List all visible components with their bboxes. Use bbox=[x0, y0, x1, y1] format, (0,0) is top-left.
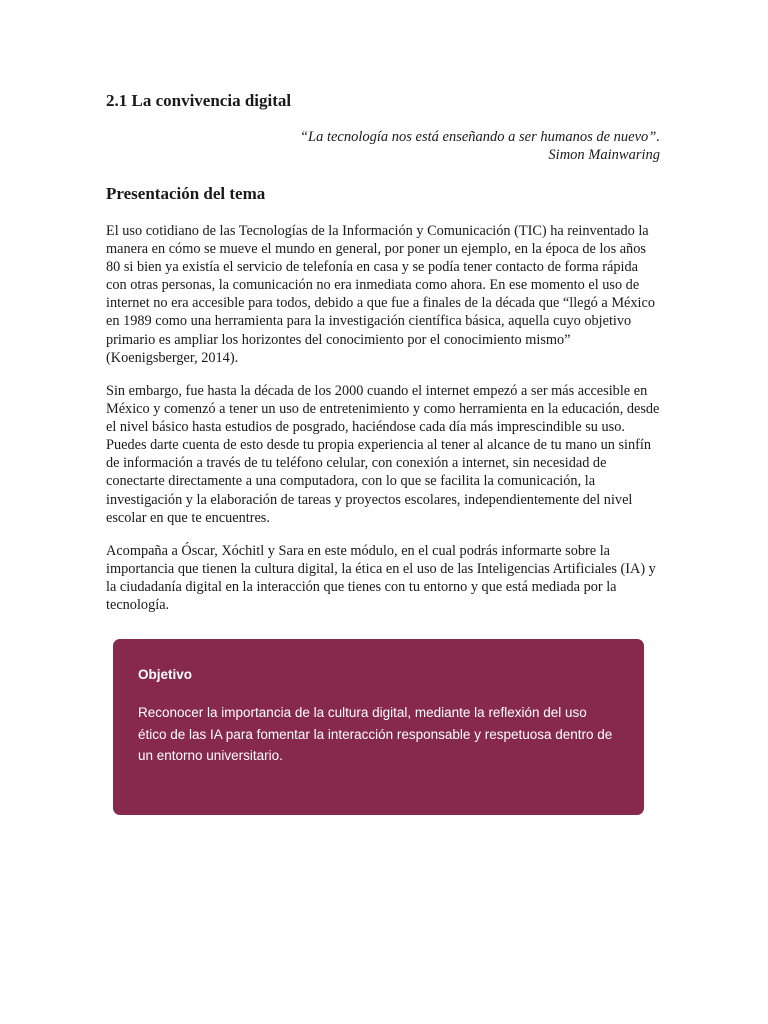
paragraph-module-invitation: Acompaña a Óscar, Xóchitl y Sara en este módulo, en el cual podrás informarte sobre la importancia que tienen la cultura digital, la ética en el uso de las Inteligencias Artificiales (IA) y la ciudadanía digital en la interacción que tienes con tu entorno y que está mediada por la tecnología. bbox=[106, 543, 656, 614]
objective-text: Reconocer la importancia de la cultura digital, mediante la reflexión del uso ético de las IA para fomentar la interacción responsable y respetuosa dentro de un entorno universitario. bbox=[138, 705, 613, 763]
objective-heading: Objetivo bbox=[138, 667, 193, 682]
presentation-title: Presentación del tema bbox=[106, 184, 266, 203]
objective-box bbox=[113, 639, 644, 815]
epigraph-quote bbox=[240, 128, 660, 164]
paragraph-internet-history: Sin embargo, fue hasta la década de los 2000 cuando el internet empezó a ser más accesible en México y comenzó a tener un uso de entretenimiento y como herramienta en la educación, desde el nivel básico hasta estudios de posgrado, haciéndose cada día más imprescindible su uso. Puedes darte cuenta de esto desde tu propia experiencia al tener al alcance de tu mano un sinfín de información a través de tu teléfono celular, con conexión a internet, sin necesidad de conectarte directamente a una computadora, con lo que se facilita la comunicación, la investigación y la elaboración de tareas y proyectos escolares, independientemente del nivel escolar en que te encuentres. bbox=[106, 383, 660, 526]
quote-text: “La tecnología nos está enseñando a ser humanos de nuevo”. bbox=[299, 129, 660, 145]
paragraph-intro: El uso cotidiano de las Tecnologías de la Información y Comunicación (TIC) ha reinventado la manera en cómo se mueve el mundo en general, por poner un ejemplo, en la época de los años 80 si bien ya existía el servicio de telefonía en casa y se podía tener contacto de forma rápida con otras personas, la comunicación no era inmediata como ahora. En ese momento el uso de internet no era accesible para todos, debido a que fue a finales de la década que “llegó a México en 1989 como una herramienta para la investigación científica básica, aquella cuyo objetivo primario es ampliar los horizontes del conocimiento por el conocimiento mismo” (Koenigsberger, 2014). bbox=[106, 223, 655, 366]
quote-author: Simon Mainwaring bbox=[548, 147, 660, 163]
section-title: 2.1 La convivencia digital bbox=[106, 91, 292, 110]
